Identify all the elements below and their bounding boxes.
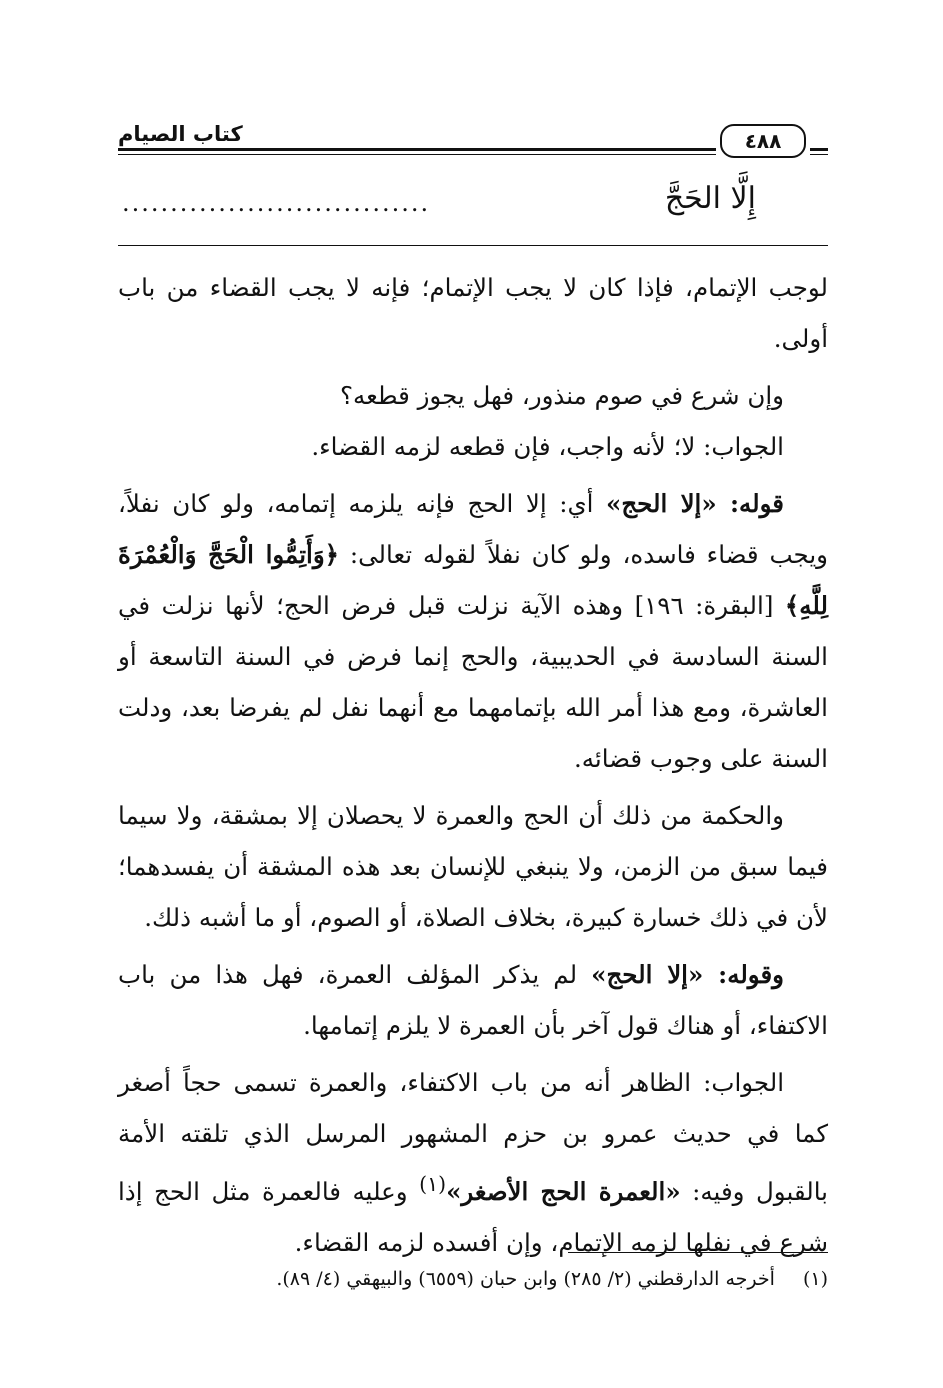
matn-separator [118, 245, 828, 246]
paragraph-4-text-b: [البقرة: ١٩٦] وهذه الآية نزلت قبل فرض الحج؛ لأنها نزلت في السنة السادسة في الحديبية، والحج إنما فرض في السنة التاسعة أو العاشرة، ومع هذا أمر الله بإتمامهما مع أنهما نفل لم يفرضا بعد، ودلت السنة على وجوب قضائه. [118, 591, 828, 773]
header-rule-thin [118, 154, 716, 155]
matn-line [118, 175, 828, 235]
paragraph-2: وإن شرع في صوم منذور، فهل يجوز قطعه؟ [340, 381, 784, 410]
footnote-number: (١) [802, 1268, 828, 1290]
paragraph-6-text: لم يذكر المؤلف العمرة، فهل هذا من باب الاكتفاء، أو هناك قول آخر بأن العمرة لا يلزم إتمامها. [118, 960, 828, 1040]
footnote-separator [568, 1252, 828, 1253]
matn-text: إِلَّا الحَجَّ [664, 181, 756, 216]
matn-dots: ................................ [122, 189, 431, 217]
footnote-text: أخرجه الدارقطني (٢/ ٢٨٥) وابن حبان (٦٥٥٩) والبيهقي (٤/ ٨٩). [276, 1268, 775, 1290]
paragraph-6 [118, 949, 828, 1051]
footnote-ref: (١) [419, 1172, 447, 1196]
book-title: كتاب الصيام [118, 122, 243, 146]
paragraph-1: لوجب الإتمام، فإذا كان لا يجب الإتمام؛ فإنه لا يجب القضاء من باب أولى. [118, 273, 828, 353]
paragraph-4-lead: قوله: «إلا الحج» [606, 489, 784, 518]
paragraph-7-text-b: وعليه فالعمرة مثل الحج إذا شرع في نفلها لزمه الإتمام، وإن أفسده لزمه القضاء. [118, 1177, 828, 1258]
header-rule-tail [810, 148, 828, 151]
quran-verse: ﴿وَأَتِمُّوا الْحَجَّ وَالْعُمْرَةَ لِلَّهِ﴾ [118, 540, 828, 620]
hadith-quote: «العمرة الحج الأصغر» [446, 1177, 681, 1207]
paragraph-7-text-a: الجواب: الظاهر أنه من باب الاكتفاء، والعمرة تسمى حجاً أصغر كما في حديث عمرو بن حزم المشهور المرسل الذي تلقته الأمة بالقبول وفيه: [118, 1068, 828, 1207]
page-number: ٤٨٨ [720, 124, 806, 158]
footnote [118, 1262, 828, 1296]
paragraph-5: والحكمة من ذلك أن الحج والعمرة لا يحصلان إلا بمشقة، ولا سيما فيما سبق من الزمن، ولا ينبغي للإنسان بعد هذه المشقة أن يفسدهما؛ لأن في ذلك خسارة كبيرة، بخلاف الصلاة، أو الصوم، أو ما أشبه ذلك. [118, 801, 828, 932]
paragraph-4-text-a: أي: إلا الحج فإنه يلزمه إتمامه، ولو كان نفلاً، ويجب قضاء فاسده، ولو كان نفلاً لقوله تعالى: [118, 489, 829, 569]
paragraph-3: الجواب: لا؛ لأنه واجب، فإن قطعه لزمه القضاء. [311, 432, 784, 461]
header-rule [118, 148, 716, 151]
body-text [118, 262, 828, 1268]
header-rule-tail-thin [810, 154, 828, 155]
paragraph-6-lead: وقوله: «إلا الحج» [591, 960, 784, 989]
paragraph-7 [118, 1057, 828, 1268]
page-header [118, 112, 828, 164]
paragraph-4 [118, 478, 828, 784]
